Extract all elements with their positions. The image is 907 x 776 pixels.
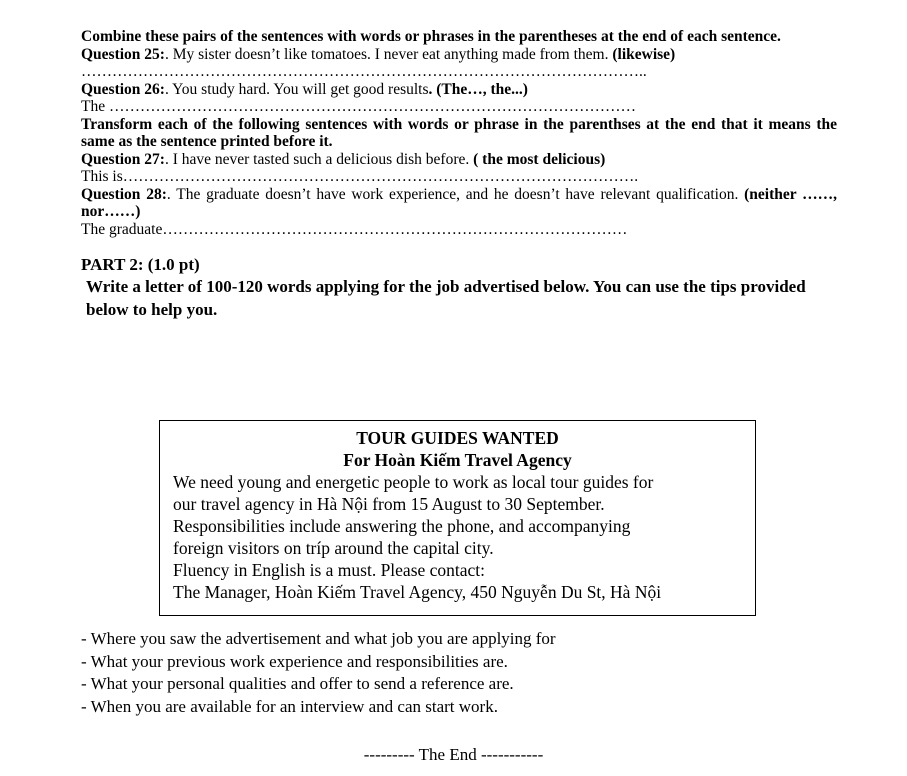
question-27-hint: ( the most delicious) [473, 150, 606, 168]
question-26-answer-line: The ………………………………………………………………………………………… [81, 98, 636, 115]
ad-line: Fluency in English is a must. Please contact: [173, 560, 486, 580]
question-25 [81, 46, 837, 64]
question-26-text: . You study hard. You will get good results [164, 80, 429, 98]
question-28-hint: (neither ……, nor……) [81, 185, 837, 220]
part-2-instruction: Write a letter of 100-120 words applying for the job advertised below. You can use the tips provided below to help you. [86, 277, 806, 319]
ad-line: Responsibilities include answering the phone, and accompanying [173, 516, 631, 536]
question-28-answer-line: The graduate……………………………………………………………………………… [81, 220, 628, 238]
ad-line: We need young and energetic people to work as local tour guides for [173, 472, 654, 492]
question-28-text: . The graduate doesn’t have work experience, and he doesn’t have relevant qualification. [166, 185, 745, 203]
question-26-hint: . (The…, the...) [428, 80, 528, 98]
question-27-text: . I have never tasted such a delicious dish before. [164, 150, 474, 168]
question-26 [81, 81, 837, 99]
ad-line: foreign visitors on tríp around the capital city. [173, 538, 494, 558]
question-25-text: . My sister doesn’t like tomatoes. I never eat anything made from them. [164, 45, 613, 63]
question-28 [81, 186, 837, 221]
tip-item: - What your personal qualities and offer to send a reference are. [81, 674, 514, 693]
question-25-hint: (likewise) [612, 45, 676, 63]
exam-page [81, 28, 837, 321]
letter-tips-list [81, 628, 556, 718]
question-27 [81, 151, 837, 169]
ad-contact-line: The Manager, Hoàn Kiếm Travel Agency, 450 Nguyễn Du St, Hà Nội [173, 582, 662, 602]
tip-item: - Where you saw the advertisement and what job you are applying for [81, 629, 556, 648]
question-28-label: Question 28: [81, 185, 167, 203]
ad-subtitle: For Hoàn Kiếm Travel Agency [343, 450, 572, 470]
tip-item: - When you are available for an interview and can start work. [81, 696, 498, 716]
ad-title: TOUR GUIDES WANTED [356, 428, 559, 448]
the-end-footer: --------- The End ----------- [363, 745, 544, 764]
instruction-combine: Combine these pairs of the sentences with words or phrases in the parentheses at the end of each sentence. [81, 28, 781, 45]
tip-item: - What your previous work experience and responsibilities are. [81, 651, 508, 671]
question-27-label: Question 27: [81, 150, 165, 168]
question-25-answer-line: ……………………………………………………………………………………………….. [81, 63, 647, 80]
instruction-transform: Transform each of the following sentences with words or phrase in the parenthses at the end that it means the same as the sentence printed before it. [81, 115, 837, 150]
question-26-label: Question 26: [81, 80, 165, 98]
question-27-answer-line: This is………………………………………………………………………………………. [81, 168, 639, 185]
job-advertisement-box [159, 420, 756, 616]
part-2-title: PART 2: (1.0 pt) [81, 255, 200, 274]
question-25-label: Question 25: [81, 45, 165, 63]
ad-line: our travel agency in Hà Nội from 15 August to 30 September. [173, 494, 605, 514]
